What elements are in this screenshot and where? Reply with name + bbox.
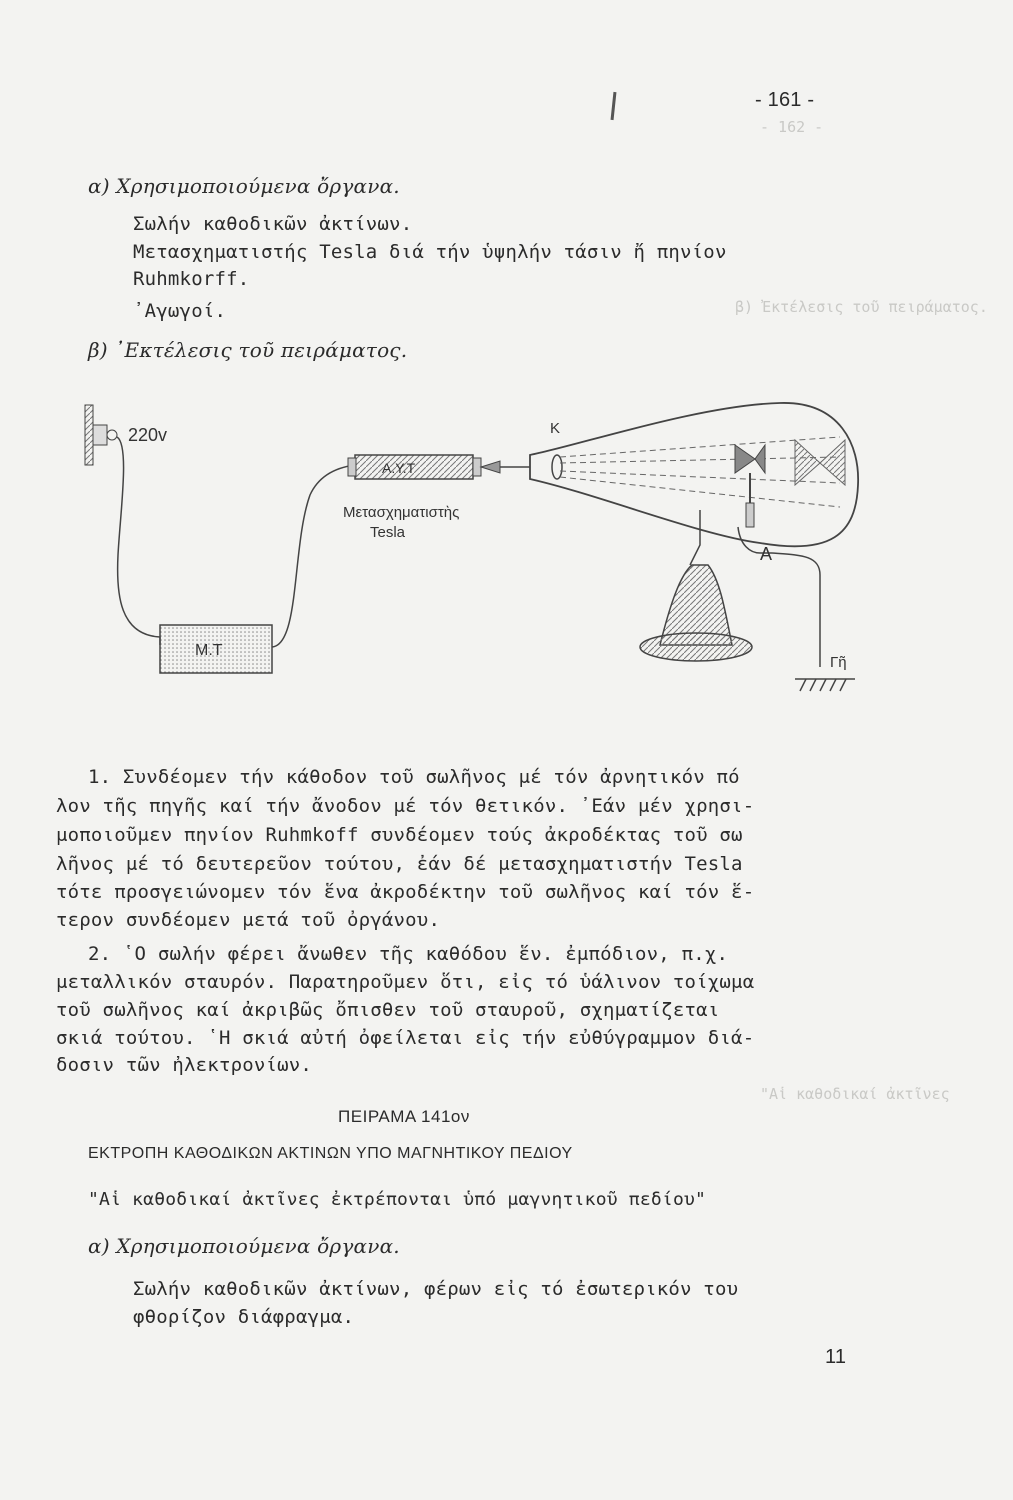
- paragraph-line: τοῦ σωλῆνος καί ἀκριβῶς ὄπισθεν τοῦ σταυροῦ, σχηματίζεται: [56, 999, 720, 1021]
- paragraph-line: 2. ῾Ο σωλήν φέρει ἄνωθεν τῆς καθόδου ἕν. ἐμπόδιον, π.χ.: [88, 943, 729, 965]
- bleed-through-text: β) Ἐκτέλεσις τοῦ πειράματος.: [735, 298, 988, 316]
- wall-socket-icon: [85, 405, 117, 465]
- equipment-item: Ruhmkorff.: [133, 268, 250, 290]
- paragraph-line: λον τῆς πηγῆς καί τήν ἄνοδον μέ τόν θετικόν. ᾽Εάν μέν χρησι-: [56, 795, 755, 817]
- paragraph-line: τερον συνδέομεν μετά τοῦ ὀργάνου.: [56, 909, 441, 931]
- tube-stem: [690, 510, 700, 565]
- paragraph-line: 1. Συνδέομεν τήν κάθοδον τοῦ σωλῆνος μέ τόν ἀρνητικόν πό: [88, 766, 740, 788]
- signature-number: 11: [825, 1346, 847, 1368]
- cathode-electrode: [552, 455, 562, 479]
- equipment-item: Σωλήν καθοδικῶν ἀκτίνων.: [133, 213, 413, 235]
- paragraph-line: σκιά τούτου. ῾Η σκιά αὐτή ὀφείλεται εἰς τήν εὐθύγραμμον διά-: [56, 1027, 755, 1049]
- paragraph-line: δοσιν τῶν ἠλεκτρονίων.: [56, 1054, 313, 1076]
- bleed-through-text: - 162 -: [760, 118, 824, 136]
- tesla-transformer-coil: [348, 455, 500, 479]
- scan-mark: [611, 92, 617, 120]
- transformer-caption: Μετασχηματιστὴς: [343, 504, 460, 521]
- bleed-through-text: "Αἱ καθοδικαί ἀκτῖνες: [760, 1085, 950, 1103]
- maltese-cross-obstacle: [735, 445, 765, 527]
- transformer-caption: Tesla: [370, 524, 406, 541]
- wire: [772, 553, 820, 667]
- anode-label: Α: [760, 544, 773, 564]
- experiment-statement: "Αἱ καθοδικαί ἀκτῖνες ἐκτρέπονται ὑπό μαγνητικοῦ πεδίου": [88, 1189, 707, 1210]
- experiment-subtitle: ΕΚΤΡΟΠΗ ΚΑΘΟΔΙΚΩΝ ΑΚΤΙΝΩΝ ΥΠΟ ΜΑΓΝΗΤΙΚΟΥ ΠΕΔΙΟΥ: [88, 1145, 573, 1162]
- page-number: - 161 -: [755, 89, 815, 111]
- ground-label: Γῆ: [830, 654, 847, 671]
- voltage-label: 220v: [128, 425, 168, 445]
- wire: [272, 465, 355, 647]
- equipment-item: φθορίζον διάφραγμα.: [133, 1306, 355, 1328]
- ground-symbol-icon: [795, 679, 855, 691]
- paragraph-line: λῆνος μέ τό δευτερεῦον τούτου, ἐάν δέ μετασχηματιστήν Tesla: [56, 853, 743, 875]
- mt-label: Μ.Τ: [195, 642, 223, 659]
- tube-stand-base: [640, 633, 752, 661]
- cross-shadow: [795, 440, 845, 485]
- cathode-ray-tube-diagram: [60, 395, 880, 725]
- experiment-title: ΠΕΙΡΑΜΑ 141ον: [338, 1107, 470, 1126]
- paragraph-line: μεταλλικόν σταυρόν. Παρατηροῦμεν ὅτι, εἰς τό ὑάλινον τοίχωμα: [56, 971, 755, 993]
- paragraph-line: μοποιοῦμεν πηνίον Ruhmkoff συνδέομεν τούς ἀκροδέκτας τοῦ σω: [56, 824, 743, 846]
- transformer-label: Α.Υ.Τ: [382, 460, 416, 476]
- cathode-ray-tube: [530, 403, 858, 546]
- experiment-equipment-heading: α) Χρησιμοποιούμενα ὄργανα.: [88, 1234, 400, 1258]
- section-b-heading: β) ᾽Εκτέλεσις τοῦ πειράματος.: [88, 338, 408, 362]
- equipment-item: Σωλήν καθοδικῶν ἀκτίνων, φέρων εἰς τό ἐσωτερικόν του: [133, 1278, 739, 1300]
- section-a-heading: α) Χρησιμοποιούμενα ὄργανα.: [88, 174, 400, 198]
- equipment-item: Μετασχηματιστής Tesla διά τήν ὑψηλήν τάσιν ἤ πηνίον: [133, 241, 727, 263]
- equipment-item: ᾽Αγωγοί.: [133, 300, 227, 322]
- cathode-label: Κ: [550, 420, 561, 437]
- wire: [117, 437, 160, 645]
- paragraph-line: τότε προσγειώνομεν τόν ἕνα ἀκροδέκτην τοῦ σωλῆνος καί τόν ἕ-: [56, 881, 755, 903]
